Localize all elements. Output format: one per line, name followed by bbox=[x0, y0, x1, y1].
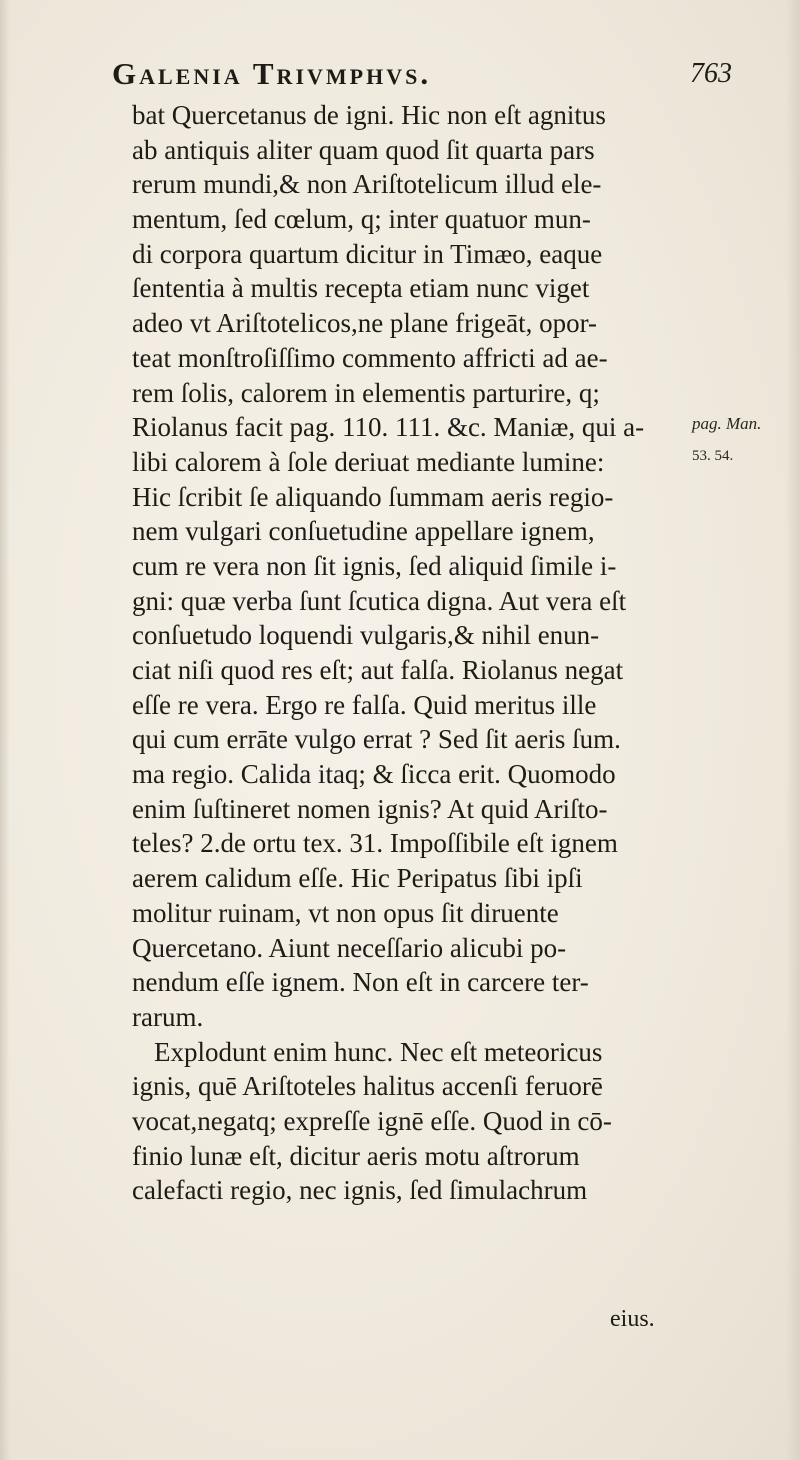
text-line: qui cum errāte vulgo errat ? Sed ſit aeris ſum. bbox=[132, 724, 621, 755]
text-line: di corpora quartum dicitur in Timæo, eaque bbox=[132, 238, 603, 269]
text-line: Riolanus facit pag. 110. 111. &c. Maniæ, qui a- bbox=[132, 412, 645, 443]
text-line: Quercetano. Aiunt neceſſario alicubi po- bbox=[132, 932, 567, 963]
text-line: nem vulgari conſuetudine appellare ignem, bbox=[132, 516, 595, 547]
page-gutter-shadow bbox=[0, 0, 10, 1460]
text-line: conſuetudo loquendi vulgaris,& nihil enun- bbox=[132, 620, 600, 651]
text-line: enim ſuſtineret nomen ignis? At quid Ariſto- bbox=[132, 793, 608, 824]
text-line: eſſe re vera. Ergo re falſa. Quid meritus ille bbox=[132, 689, 597, 720]
text-line: nendum eſſe ignem. Non eſt in carcere ter- bbox=[132, 967, 589, 998]
text-line: mentum, ſed cœlum, q; inter quatuor mun- bbox=[132, 204, 591, 235]
margin-note-pages: 53. 54. bbox=[692, 448, 734, 464]
text-line: ſententia à multis recepta etiam nunc viget bbox=[132, 273, 590, 304]
page-edge-shadow bbox=[786, 0, 800, 1460]
text-line: rerum mundi,& non Ariſtotelicum illud ele- bbox=[132, 169, 602, 200]
text-line: vocat,negatq; expreſſe ignē eſſe. Quod in cō- bbox=[132, 1105, 612, 1136]
text-line: ab antiquis aliter quam quod ſit quarta pars bbox=[132, 134, 595, 165]
text-line: teles? 2.de ortu tex. 31. Impoſſibile eſt ignem bbox=[132, 828, 618, 859]
text-line: rem ſolis, calorem in elementis parturire, q; bbox=[132, 377, 600, 408]
running-head bbox=[112, 56, 732, 96]
text-line: rarum. bbox=[132, 1001, 204, 1032]
text-line: Hic ſcribit ſe aliquando ſummam aeris regio- bbox=[132, 481, 614, 512]
text-line: ciat niſi quod res eſt; aut falſa. Riolanus negat bbox=[132, 655, 624, 685]
page-number: 763 bbox=[690, 58, 732, 89]
text-line: ma regio. Calida itaq; & ſicca erit. Quomodo bbox=[132, 759, 616, 790]
catchword: eius. bbox=[610, 1306, 655, 1332]
margin-note-reference: pag. Man. bbox=[692, 414, 762, 433]
text-line: gni: quæ verba ſunt ſcutica digna. Aut vera eſt bbox=[132, 585, 627, 616]
text-line: finio lunæ eſt, dicitur aeris motu aſtrorum bbox=[132, 1140, 580, 1171]
text-line: adeo vt Ariſtotelicos,ne plane frigeāt, opor- bbox=[132, 308, 598, 339]
text-line: cum re vera non ſit ignis, ſed aliquid ſimile i- bbox=[132, 550, 617, 581]
text-line: bat Quercetanus de igni. Hic non eſt agnitus bbox=[132, 100, 606, 130]
text-line: aerem calidum eſſe. Hic Peripatus ſibi ipſi bbox=[132, 863, 583, 894]
text-line: calefacti regio, nec ignis, ſed ſimulachrum bbox=[132, 1175, 588, 1206]
text-line: teat monſtroſiſſimo commento affricti ad ae- bbox=[132, 342, 608, 373]
text-line: molitur ruinam, vt non opus ſit diruente bbox=[132, 897, 559, 928]
text-line: Explodunt enim hunc. Nec eſt meteoricus bbox=[154, 1036, 603, 1067]
text-line: libi calorem à ſole deriuat mediante lumine: bbox=[132, 446, 605, 477]
body-text bbox=[132, 98, 688, 1208]
running-title: Galenia Trivmphvs. bbox=[112, 56, 432, 91]
text-line: ignis, quē Ariſtoteles halitus accenſi feruorē bbox=[132, 1071, 603, 1102]
